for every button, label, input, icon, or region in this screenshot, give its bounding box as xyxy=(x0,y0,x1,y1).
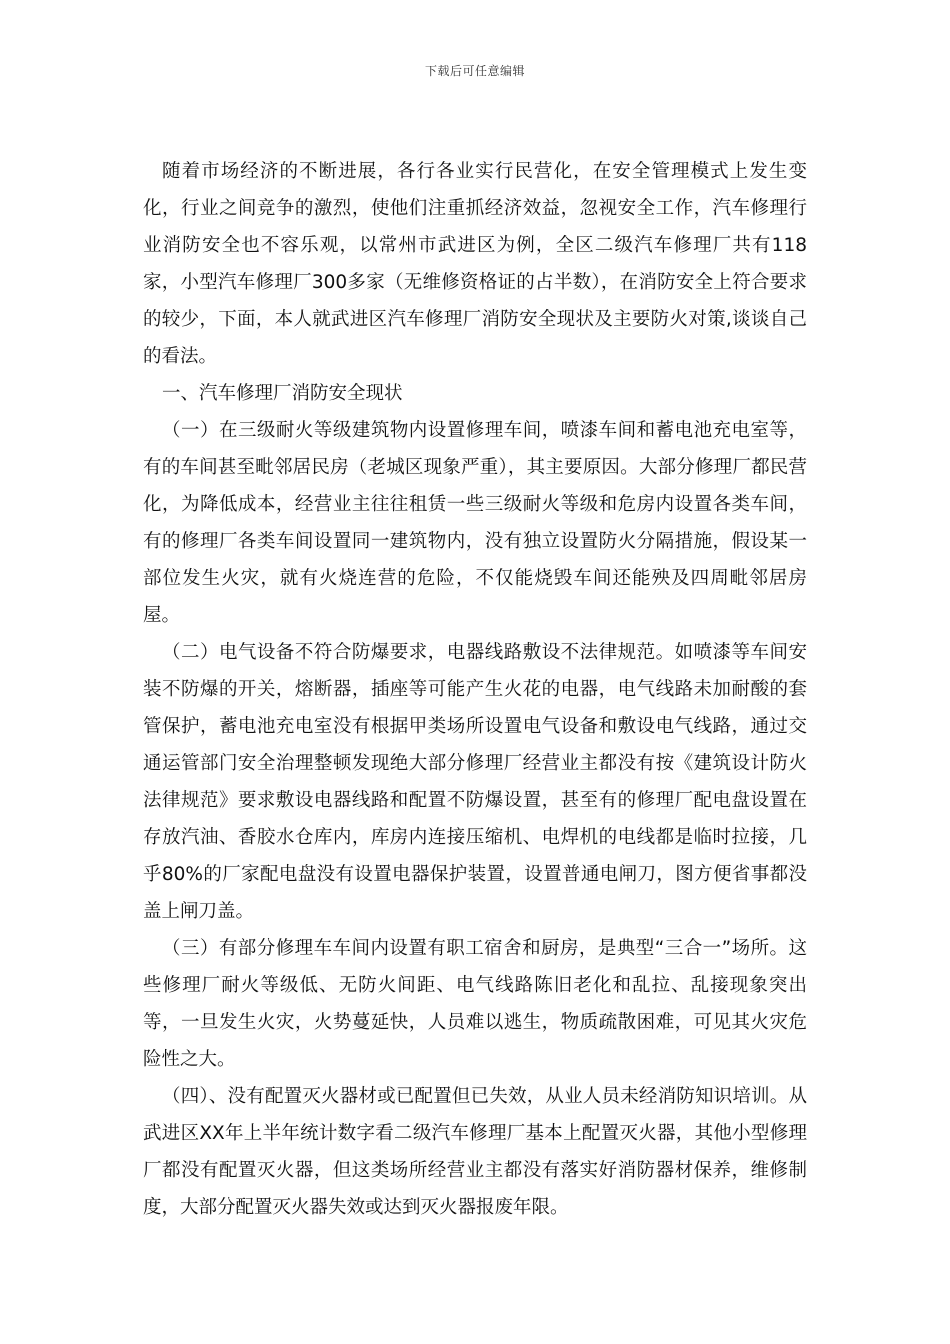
paragraph-item-4: （四）、没有配置灭火器材或已配置但已失效，从业人员未经消防知识培训。从武进区XX年上半年统计数字看二级汽车修理厂基本上配置灭火器，其他小型修理厂都没有配置灭火器，但这类场所经营业主都没有落实好消防器材保养，维修制度，大部分配置灭火器失效或达到灭火器报废年限。 xyxy=(143,1086,807,1218)
document-body xyxy=(143,153,807,1226)
paragraph-item-2: （二）电气设备不符合防爆要求，电器线路敷设不法律规范。如喷漆等车间安装不防爆的开关，熔断器，插座等可能产生火花的电器，电气线路未加耐酸的套管保护，蓄电池充电室没有根据甲类场所设置电气设备和敷设电气线路，通过交通运管部门安全治理整顿发现绝大部分修理厂经营业主都没有按《建筑设计防火法律规范》要求敷设电器线路和配置不防爆设置，甚至有的修理厂配电盘设置在存放汽油、香胶水仓库内，库房内连接压缩机、电焊机的电线都是临时拉接，几乎80%的厂家配电盘没有设置电器保护装置，设置普通电闸刀，图方便省事都没盖上闸刀盖。 xyxy=(143,642,807,922)
paragraph-item-1: （一）在三级耐火等级建筑物内设置修理车间，喷漆车间和蓄电池充电室等，有的车间甚至毗邻居民房（老城区现象严重），其主要原因。大部分修理厂都民营化，为降低成本，经营业主往往租赁一些三级耐火等级和危房内设置各类车间，有的修理厂各类车间设置同一建筑物内，没有独立设置防火分隔措施，假设某一部位发生火灾，就有火烧连营的危险，不仅能烧毁车间还能殃及四周毗邻居房屋。 xyxy=(143,420,807,626)
section-heading: 一、汽车修理厂消防安全现状 xyxy=(162,383,403,404)
paragraph-intro: 随着市场经济的不断进展，各行各业实行民营化，在安全管理模式上发生变化，行业之间竞争的激烈，使他们注重抓经济效益，忽视安全工作，汽车修理行业消防安全也不容乐观，以常州市武进区为例，全区二级汽车修理厂共有118家，小型汽车修理厂300多家（无维修资格证的占半数），在消防安全上符合要求的较少，下面，本人就武进区汽车修理厂消防安全现状及主要防火对策,谈谈自己的看法。 xyxy=(143,161,807,367)
page-header: 下载后可任意编辑 xyxy=(424,64,525,78)
paragraph-item-3: （三）有部分修理车车间内设置有职工宿舍和厨房，是典型“三合一”场所。这些修理厂耐火等级低、无防火间距、电气线路陈旧老化和乱拉、乱接现象突出等，一旦发生火灾，火势蔓延快，人员难以逃生，物质疏散困难，可见其火灾危险性之大。 xyxy=(143,938,807,1070)
